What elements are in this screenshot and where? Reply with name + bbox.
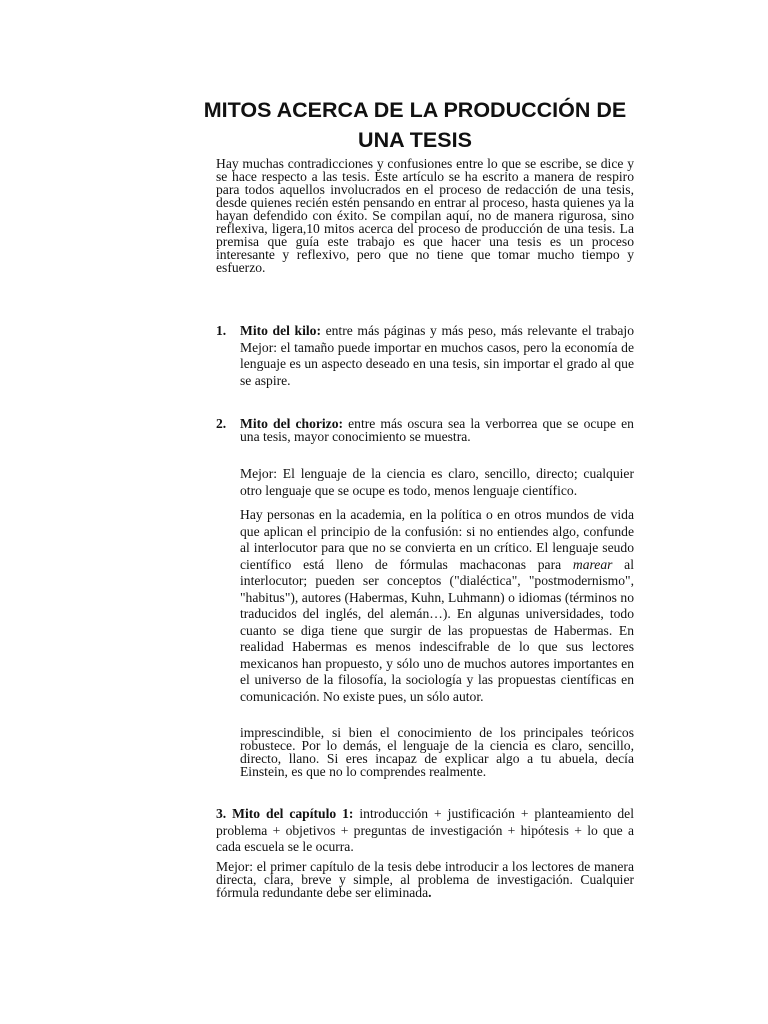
myth-1-label: Mito del kilo: [240, 323, 321, 338]
myth-2-label: Mito del chorizo: [240, 416, 344, 431]
myth-1-number: 1. [216, 323, 227, 338]
myth-2-better: Mejor: El lenguaje de la ciencia es claro, sencillo, directo; cualquier otro lenguaje que se ocupe es todo, menos lenguaje científico. [240, 466, 634, 498]
myth-3-better-text: Mejor: el primer capítulo de la tesis debe introducir a los lectores de manera directa, clara, breve y simple, al problema de investigación. Cualquier fórmula redundante debe ser eliminada [216, 859, 634, 900]
myth-2-number: 2. [216, 416, 227, 431]
myth-2-paragraph [240, 417, 634, 443]
myth-3-paragraph [216, 806, 634, 856]
myth-1-paragraph [240, 323, 634, 389]
myth-2-explanation-b: al interlocutor; pueden ser conceptos ("dialéctica", "postmodernismo", "habitus"), autores (Habermas, Kuhn, Luhmann) o idiomas (términos no traducidos del inglés, del alemán…). En algunas universidades, todo cuanto se diga tiene que surgir de las propuestas de Habermas. En realidad Habermas es menos indescifrable de lo que sus lectores mexicanos han propuesto, y sólo uno de muchos autores importantes en el universo de la filosofía, la sociología y las propuestas científicas en comunicación. No existe pues, un sólo autor. [240, 556, 634, 704]
intro-paragraph: Hay muchas contradicciones y confusiones entre lo que se escribe, se dice y se hace respecto a las tesis. Este artículo se ha escrito a manera de respiro para todos aquellos involucrados en el proceso de redacción de una tesis, desde quienes recién estén pensando en entrar al proceso, hasta quienes ya la hayan defendido con éxito. Se compilan aquí, no de manera rigurosa, sino reflexiva, ligera,10 mitos acerca del proceso de producción de una tesis. La premisa que guía este trabajo es que hacer una tesis es un proceso interesante y reflexivo, pero que no tiene que tomar mucho tiempo y esfuerzo. [216, 156, 634, 275]
document-title: MITOS ACERCA DE LA PRODUCCIÓN DE UNA TESIS [203, 98, 627, 152]
myth-2-explanation-italic: marear [572, 556, 613, 572]
myth-2-explanation-a: Hay personas en la academia, en la política o en otros mundos de vida que aplican el principio de la confusión: si no entiendes algo, confunde al interlocutor para que no se convierta en un crítico. El lenguaje seudo científico está lleno de fórmulas machaconas para [240, 507, 634, 572]
myth-3-label: 3. Mito del capítulo 1: [216, 806, 354, 821]
myth-3-better [216, 860, 634, 899]
myth-2-explanation [240, 507, 634, 705]
myth-2-text: entre más oscura sea la verborrea que se ocupe en una tesis, mayor conocimiento se muestra. [240, 416, 634, 444]
myth-3-better-end: . [428, 885, 432, 900]
myth-1-text: entre más páginas y más peso, más relevante el trabajo Mejor: el tamaño puede importar en muchos casos, pero la economía de lenguaje es un aspecto deseado en una tesis, sin importar el grado al que se aspire. [240, 323, 635, 388]
myth-3-text: introducción + justificación + planteamiento del problema + objetivos + preguntas de investigación + hipótesis + lo que a cada escuela se le ocurra. [216, 806, 634, 854]
myth-2-continuation: imprescindible, si bien el conocimiento de los principales teóricos robustece. Por lo demás, el lenguaje de la ciencia es claro, sencillo, directo, llano. Si eres incapaz de explicar algo a tu abuela, decía Einstein, es que no lo comprendes realmente. [240, 725, 634, 779]
